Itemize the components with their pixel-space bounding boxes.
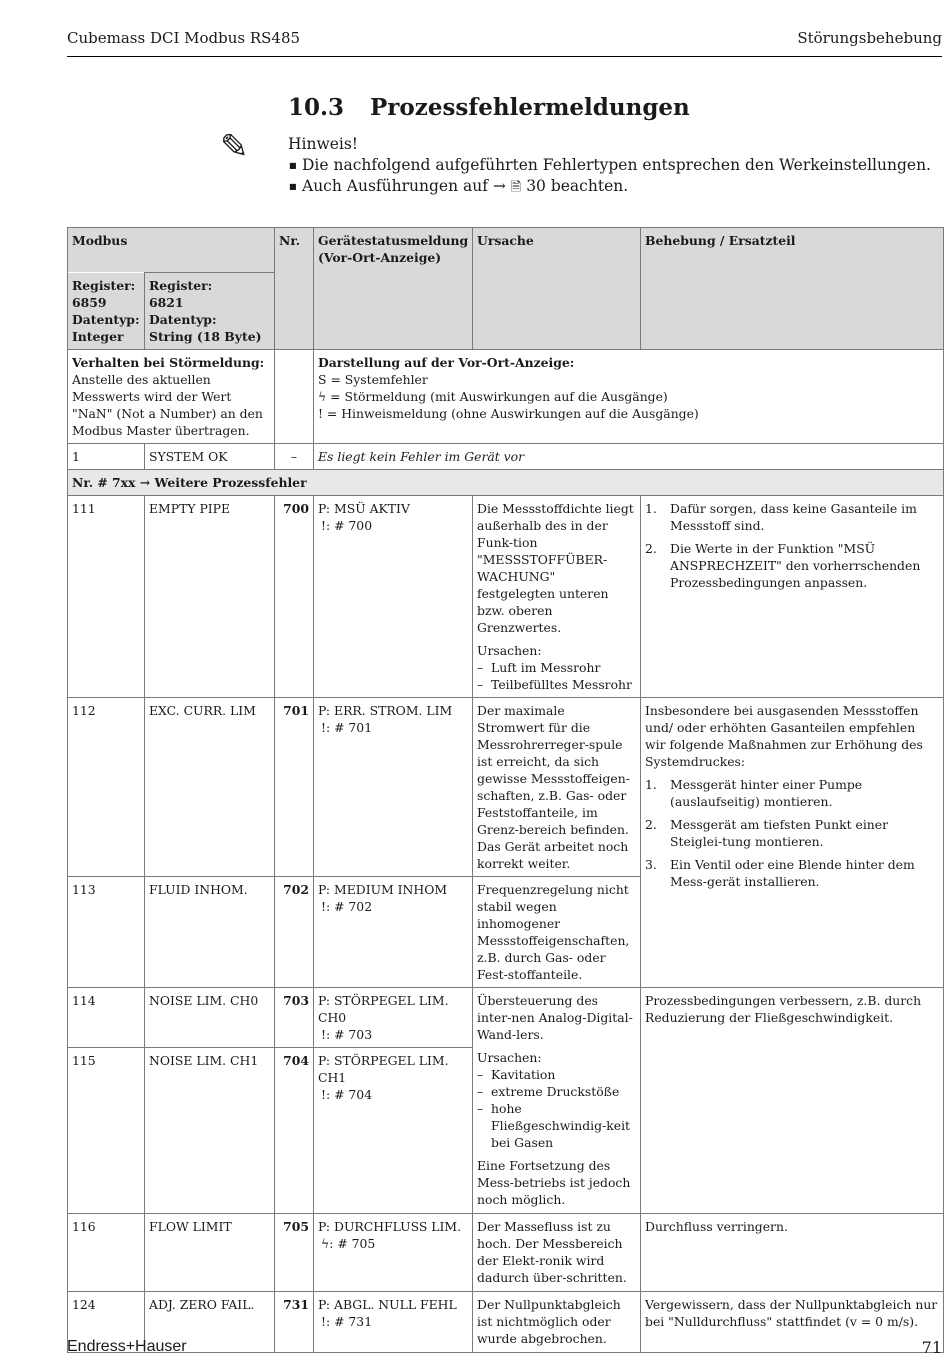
noise-remedy-cell: Prozessbedingungen verbessern, z.B. durch Reduzierung der Fließgeschwindigkeit.	[641, 988, 944, 1214]
legend-row	[68, 350, 944, 444]
table-row: 124 ADJ. ZERO FAIL. 731 P: ABGL. NULL FEHL !: # 731 Der Nullpunktabgleich ist nichtmöglich oder wurde abgebrochen. Vergewissern, dass der Nullpunktabgleich nur bei "Nulldurchfluss" stattfindet (v = 0 m/s).	[68, 1292, 944, 1353]
noise-cause-cell: Übersteuerung des inter-nen Analog-Digital-Wand-lers. Ursachen: – Kavitation – extreme Druckstöße – hohe Fließgeschwindig-keit bei Gasen Eine Fortsetzung des Mess-betriebs ist jedoch noch möglich.	[473, 988, 641, 1214]
group-row: Nr. # 7xx → Weitere Prozessfehler	[68, 470, 944, 496]
header-cause: Ursache	[473, 228, 641, 350]
header-rule	[67, 56, 942, 57]
table-header-row	[68, 228, 944, 273]
header-nr: Nr.	[275, 228, 314, 350]
lightning-icon: ϟ	[318, 389, 327, 404]
gas-remedy-cell: Insbesondere bei ausgasenden Messstoffen und/ oder erhöhten Gasanteilen empfehlen wir folgende Maßnahmen zur Erhöhung des Systemdruckes: 1. Messgerät hinter einer Pumpe (auslaufseitig) montieren. 2. Messgerät am tiefsten Punkt einer Steiglei-tung montieren. 3. Ein Ventil oder eine Blende hinter dem Mess-gerät installieren.	[641, 698, 944, 988]
table-row: 116 FLOW LIMIT 705 P: DURCHFLUSS LIM. ϟ: # 705 Der Massefluss ist zu hoch. Der Messbereich der Elekt-ronik wird dadurch über-schritten. Durchfluss verringern.	[68, 1214, 944, 1292]
display-legend-cell: Darstellung auf der Vor-Ort-Anzeige: S = Systemfehler ϟ = Störmeldung (mit Auswirkungen auf die Ausgänge) ! = Hinweismeldung (ohne Auswirkungen auf die Ausgänge)	[314, 350, 944, 444]
section-title: Prozessfehlermeldungen	[370, 94, 690, 121]
header-status: Gerätestatusmeldung (Vor-Ort-Anzeige)	[314, 228, 473, 350]
section-heading	[288, 94, 690, 121]
table-row: 113 FLUID INHOM. 702 P: MEDIUM INHOM !: # 702 Frequenzregelung nicht stabil wegen inhomogener Messstoffeigenschaften, z.B. durch Gas- oder Fest-stoffanteile.	[68, 877, 944, 988]
table-row: 1 SYSTEM OK – Es liegt kein Fehler im Gerät vor	[68, 444, 944, 470]
lightning-icon: ϟ	[321, 1236, 330, 1251]
hint-list	[288, 155, 931, 198]
book-icon: 🗎	[510, 180, 522, 195]
hint-box	[288, 134, 931, 198]
process-error-table	[67, 227, 944, 1353]
section-number: 10.3	[288, 94, 345, 121]
header-register-6821: Register: 6821 Datentyp: String (18 Byte)	[145, 273, 275, 350]
table-row: 114 NOISE LIM. CH0 703 P: STÖRPEGEL LIM. CH0 !: # 703 Übersteuerung des inter-nen Analog-Digital-Wand-lers. Ursachen: – Kavitation – extreme Druckstöße – hohe Fließgeschwindig-keit bei Gasen Eine Fortsetzung des Mess-betriebs ist jedoch noch möglich. Prozessbedingungen verbessern, z.B. durch Reduzierung der Fließgeschwindigkeit.	[68, 988, 944, 1048]
page-number: 71	[921, 1338, 942, 1357]
running-header-chapter: Störungsbehebung	[797, 29, 942, 47]
hint-label: Hinweis!	[288, 135, 359, 153]
pencil-icon: ✎	[220, 127, 249, 167]
running-header-title: Cubemass DCI Modbus RS485	[67, 29, 301, 47]
behavior-cell: Verhalten bei Störmeldung: Anstelle des aktuellen Messwerts wird der Wert "NaN" (Not a Number) an den Modbus Master übertragen.	[68, 350, 275, 444]
header-modbus: Modbus	[68, 228, 275, 273]
table-row: 115 NOISE LIM. CH1 704 P: STÖRPEGEL LIM. CH1 !: # 704	[68, 1048, 944, 1214]
footer-brand: Endress+Hauser	[67, 1338, 187, 1355]
table-row: 111 EMPTY PIPE 700 P: MSÜ AKTIV !: # 700 Die Messstoffdichte liegt außerhalb des in der Funk-tion "MESSSTOFFÜBER-WACHUNG" festgelegten unteren bzw. oberen Grenzwertes. Ursachen: – Luft im Messrohr – Teilbefülltes Messrohr 1. Dafür sorgen, dass keine Gasanteile im Messstoff sind. 2. Die Werte in der Funktion "MSÜ ANSPRECHZEIT" den vorherrschenden Prozessbedingungen anpassen.	[68, 496, 944, 698]
hint-item: ■ Die nachfolgend aufgeführten Fehlertypen entsprechen den Werkeinstellungen.	[288, 155, 931, 176]
header-register-6859: Register: 6859 Datentyp: Integer	[68, 273, 145, 350]
table-row: 112 EXC. CURR. LIM 701 P: ERR. STROM. LIM !: # 701 Der maximale Stromwert für die Messrohrerreger-spule ist erreicht, da sich gewisse Messstoffeigen-schaften, z.B. Gas- oder Feststoffanteile, im Grenz-bereich befinden. Das Gerät arbeitet noch korrekt weiter. Insbesondere bei ausgasenden Messstoffen und/ oder erhöhten Gasanteilen empfehlen wir folgende Maßnahmen zur Erhöhung des Systemdruckes: 1. Messgerät hinter einer Pumpe (auslaufseitig) montieren. 2. Messgerät am tiefsten Punkt einer Steiglei-tung montieren. 3. Ein Ventil oder eine Blende hinter dem Mess-gerät installieren.	[68, 698, 944, 877]
hint-item: ■ Auch Ausführungen auf → 🗎 30 beachten.	[288, 176, 931, 198]
header-remedy: Behebung / Ersatzteil	[641, 228, 944, 350]
legend-empty-cell	[275, 350, 314, 444]
